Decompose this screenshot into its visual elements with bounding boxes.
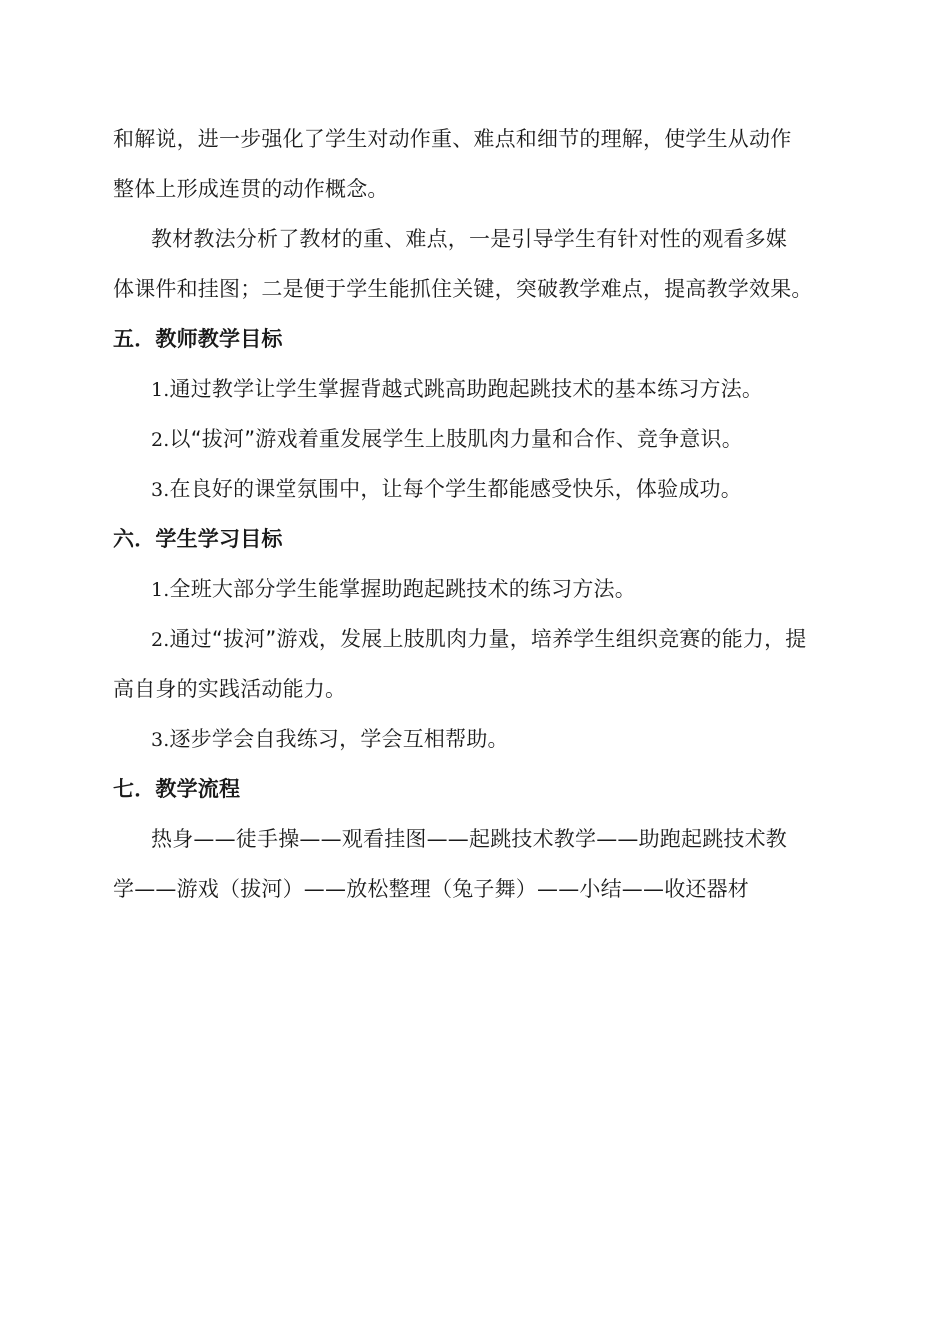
paragraph-line: 体课件和挂图；二是便于学生能抓住关键，突破教学难点，提高教学效果。 [113, 277, 813, 301]
item-text: 以“拔河”游戏着重发展学生上肢肌肉力量和合作、竞争意识。 [169, 427, 743, 451]
item-text: 通过“拔河”游戏，发展上肢肌肉力量，培养学生组织竞赛的能力，提 [169, 627, 807, 651]
section-teacher-objectives [113, 314, 837, 514]
list-item [113, 614, 837, 664]
item-number: 1. [151, 579, 170, 601]
paragraph-line: 和解说，进一步强化了学生对动作重、难点和细节的理解，使学生从动作 [113, 127, 792, 151]
list-item [113, 414, 837, 464]
list-item-continuation: 高自身的实践活动能力。 [113, 677, 347, 701]
list-item [113, 564, 837, 614]
item-text: 全班大部分学生能掌握助跑起跳技术的练习方法。 [169, 577, 636, 601]
paragraph-line: 整体上形成连贯的动作概念。 [113, 177, 389, 201]
section-teaching-process [113, 764, 837, 914]
item-text: 在良好的课堂氛围中，让每个学生都能感受快乐，体验成功。 [169, 477, 742, 501]
item-number: 1. [151, 379, 170, 401]
paragraph-line: 学——游戏（拔河）——放松整理（兔子舞）——小结——收还器材 [113, 877, 749, 901]
section-student-objectives [113, 514, 837, 764]
item-number: 3. [151, 479, 170, 501]
item-text: 逐步学会自我练习，学会互相帮助。 [169, 727, 509, 751]
list-item [113, 714, 837, 764]
section-heading: 六．学生学习目标 [113, 527, 283, 551]
item-number: 2. [151, 629, 170, 651]
item-number: 2. [151, 429, 170, 451]
section-heading: 七．教学流程 [113, 777, 241, 801]
paragraph-line: 教材教法分析了教材的重、难点，一是引导学生有针对性的观看多媒 [151, 227, 787, 251]
document-body [113, 114, 837, 914]
section-heading: 五．教师教学目标 [113, 327, 283, 351]
paragraph-line: 热身——徒手操——观看挂图——起跳技术教学——助跑起跳技术教 [151, 827, 787, 851]
list-item [113, 364, 837, 414]
paragraph-1 [113, 114, 837, 214]
paragraph-2 [113, 214, 837, 314]
item-number: 3. [151, 729, 170, 751]
item-text: 通过教学让学生掌握背越式跳高助跑起跳技术的基本练习方法。 [169, 377, 764, 401]
list-item [113, 464, 837, 514]
